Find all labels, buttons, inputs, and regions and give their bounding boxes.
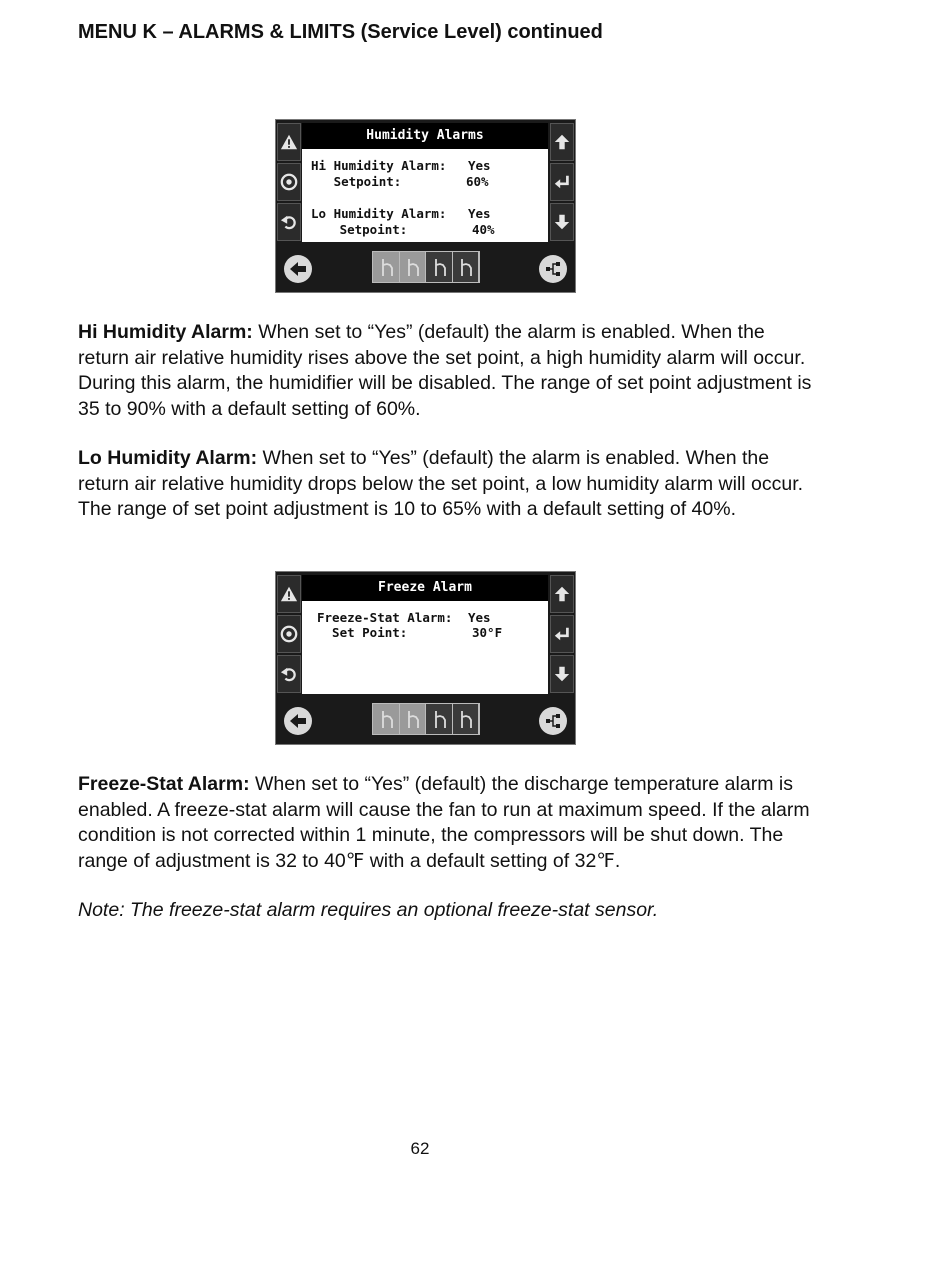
humidity-alarms-screen [275, 119, 576, 293]
target-icon[interactable] [277, 163, 301, 201]
term-hi-humidity: Hi Humidity Alarm: [78, 321, 253, 343]
term-lo-humidity: Lo Humidity Alarm: [78, 447, 258, 469]
arrow-up-icon[interactable] [550, 575, 574, 613]
hand-icon [400, 252, 427, 282]
undo-icon[interactable] [277, 203, 301, 241]
hi-humidity-alarm-label: Hi Humidity Alarm: [311, 158, 447, 173]
hand-icon [373, 704, 400, 734]
freeze-setpoint-label: Set Point: [317, 625, 408, 640]
term-freeze-stat: Freeze-Stat Alarm: [78, 773, 250, 795]
lo-setpoint-label: Setpoint: [317, 222, 408, 237]
page-heading: MENU K – ALARMS & LIMITS (Service Level) continued [78, 21, 603, 43]
freeze-stat-paragraph [78, 772, 818, 874]
lcd-display [302, 123, 548, 242]
hand-icon [453, 704, 480, 734]
lo-humidity-alarm-value[interactable]: Yes [468, 206, 491, 221]
hand-gesture-strip[interactable] [372, 703, 480, 735]
hi-setpoint-value[interactable]: 60% [466, 174, 489, 189]
network-icon[interactable] [539, 707, 567, 735]
bottom-bar [276, 246, 575, 292]
warning-icon[interactable] [277, 575, 301, 613]
back-arrow-icon[interactable] [284, 707, 312, 735]
undo-icon[interactable] [277, 655, 301, 693]
page-number: 62 [410, 1139, 430, 1158]
screen-title: Humidity Alarms [302, 123, 548, 149]
enter-icon[interactable] [550, 615, 574, 653]
lo-humidity-paragraph [78, 446, 818, 523]
freeze-stat-alarm-value[interactable]: Yes [468, 610, 491, 625]
arrow-up-icon[interactable] [550, 123, 574, 161]
bottom-bar [276, 698, 575, 744]
warning-icon[interactable] [277, 123, 301, 161]
hi-humidity-text: When set to “Yes” (default) the alarm is enabled. When the return air relative humidity rises above the set point, a high humidity alarm will occur. During this alarm, the humidifier will be disabled. The range of set point adjustment is 35 to 90% with a default setting of 60%. [78, 321, 812, 420]
hi-humidity-paragraph [78, 320, 818, 422]
note-text: Note: The freeze-stat alarm requires an optional freeze-stat sensor. [78, 899, 659, 921]
freeze-alarm-screen [275, 571, 576, 745]
lo-humidity-alarm-label: Lo Humidity Alarm: [311, 206, 447, 221]
network-icon[interactable] [539, 255, 567, 283]
target-icon[interactable] [277, 615, 301, 653]
lo-setpoint-value[interactable]: 40% [472, 222, 495, 237]
arrow-down-icon[interactable] [550, 655, 574, 693]
hand-gesture-strip[interactable] [372, 251, 480, 283]
arrow-down-icon[interactable] [550, 203, 574, 241]
freeze-stat-alarm-label: Freeze-Stat Alarm: [317, 610, 453, 625]
screen-title: Freeze Alarm [302, 575, 548, 601]
freeze-setpoint-value[interactable]: 30°F [472, 625, 503, 640]
hi-setpoint-label: Setpoint: [311, 174, 402, 189]
hand-icon [373, 252, 400, 282]
hand-icon [400, 704, 427, 734]
back-arrow-icon[interactable] [284, 255, 312, 283]
lcd-display [302, 575, 548, 694]
hi-humidity-alarm-value[interactable]: Yes [468, 158, 491, 173]
hand-icon [453, 252, 480, 282]
lo-humidity-text: When set to “Yes” (default) the alarm is enabled. When the return air relative humidity drops below the set point, a low humidity alarm will occur. The range of set point adjustment is 10 to 65% with a default setting of 40%. [78, 447, 804, 520]
hand-icon [426, 252, 453, 282]
enter-icon[interactable] [550, 163, 574, 201]
hand-icon [426, 704, 453, 734]
freeze-stat-text: When set to “Yes” (default) the discharge temperature alarm is enabled. A freeze-stat alarm will cause the fan to run at maximum speed. If the alarm condition is not corrected within 1 minute, the compressors will be shut down. The range of adjustment is 32 to 40℉ with a default setting of 32℉. [78, 773, 810, 872]
